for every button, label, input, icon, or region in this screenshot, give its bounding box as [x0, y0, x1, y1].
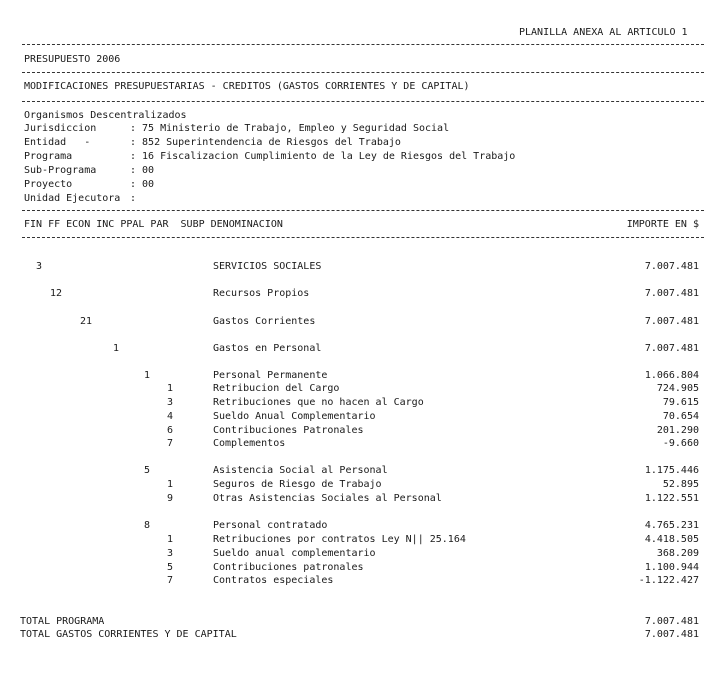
column-amount-header: IMPORTE EN $ — [626, 219, 699, 230]
row-name: Contratos especiales — [213, 575, 334, 586]
row-amount: 1.066.804 — [644, 370, 699, 381]
budget-title: PRESUPUESTO 2006 — [24, 54, 121, 65]
org-value-proyecto: : 00 — [130, 179, 155, 190]
divider — [22, 210, 704, 211]
divider — [22, 237, 704, 238]
row-name: SERVICIOS SOCIALES — [213, 261, 322, 272]
row-name: Asistencia Social al Personal — [213, 465, 388, 476]
row-code: 6 — [167, 425, 174, 436]
row-amount: 4.765.231 — [644, 520, 699, 531]
org-value-entidad: : 852 Superintendencia de Riesgos del Trabajo — [130, 137, 401, 148]
row-amount: 201.290 — [656, 425, 699, 436]
row-name: Seguros de Riesgo de Trabajo — [213, 479, 382, 490]
row-amount: -1.122.427 — [638, 575, 699, 586]
org-type: Organismos Descentralizados — [24, 110, 187, 121]
total-amount: 7.007.481 — [644, 616, 699, 627]
row-code: 1 — [167, 383, 174, 394]
row-code: 9 — [167, 493, 174, 504]
row-code: 7 — [167, 438, 174, 449]
org-label-subprograma: Sub-Programa — [24, 165, 97, 176]
org-label-unidad: Unidad Ejecutora — [24, 193, 121, 204]
row-amount: 1.122.551 — [644, 493, 699, 504]
row-name: Recursos Propios — [213, 288, 310, 299]
row-name: Contribuciones patronales — [213, 562, 364, 573]
row-name: Sueldo Anual Complementario — [213, 411, 376, 422]
row-name: Sueldo anual complementario — [213, 548, 376, 559]
row-amount: 368.209 — [656, 548, 699, 559]
section-title: MODIFICACIONES PRESUPUESTARIAS - CREDITOS (GASTOS CORRIENTES Y DE CAPITAL) — [24, 81, 470, 92]
org-value-unidad: : — [130, 193, 137, 204]
row-amount: 7.007.481 — [644, 343, 699, 354]
row-name: Personal Permanente — [213, 370, 328, 381]
row-amount: 70.654 — [662, 411, 699, 422]
annex-title: PLANILLA ANEXA AL ARTICULO 1 — [519, 27, 688, 38]
row-amount: -9.660 — [662, 438, 699, 449]
row-code: 3 — [36, 261, 43, 272]
row-code: 5 — [144, 465, 151, 476]
row-name: Personal contratado — [213, 520, 328, 531]
divider — [22, 44, 704, 45]
row-code: 7 — [167, 575, 174, 586]
org-label-entidad: Entidad - — [24, 137, 91, 148]
row-code: 1 — [167, 534, 174, 545]
row-code: 1 — [113, 343, 120, 354]
org-value-jurisdiccion: : 75 Ministerio de Trabajo, Empleo y Seguridad Social — [130, 123, 450, 134]
total-amount: 7.007.481 — [644, 629, 699, 640]
row-name: Complementos — [213, 438, 286, 449]
row-code: 5 — [167, 562, 174, 573]
row-name: Contribuciones Patronales — [213, 425, 364, 436]
row-code: 1 — [144, 370, 151, 381]
org-label-proyecto: Proyecto — [24, 179, 73, 190]
row-name: Gastos en Personal — [213, 343, 322, 354]
row-name: Retribucion del Cargo — [213, 383, 340, 394]
row-amount: 724.905 — [656, 383, 699, 394]
org-value-programa: : 16 Fiscalizacion Cumplimiento de la Ley de Riesgos del Trabajo — [130, 151, 516, 162]
row-amount: 7.007.481 — [644, 261, 699, 272]
row-name: Otras Asistencias Sociales al Personal — [213, 493, 442, 504]
org-label-jurisdiccion: Jurisdiccion — [24, 123, 97, 134]
row-code: 4 — [167, 411, 174, 422]
org-label-programa: Programa — [24, 151, 73, 162]
row-code: 3 — [167, 548, 174, 559]
divider — [22, 72, 704, 73]
row-name: Retribuciones que no hacen al Cargo — [213, 397, 424, 408]
row-amount: 1.175.446 — [644, 465, 699, 476]
row-code: 12 — [50, 288, 63, 299]
row-name: Retribuciones por contratos Ley N|| 25.164 — [213, 534, 466, 545]
row-code: 21 — [80, 316, 93, 327]
row-amount: 1.100.944 — [644, 562, 699, 573]
row-code: 1 — [167, 479, 174, 490]
row-code: 8 — [144, 520, 151, 531]
row-code: 3 — [167, 397, 174, 408]
row-amount: 7.007.481 — [644, 316, 699, 327]
row-name: Gastos Corrientes — [213, 316, 316, 327]
divider — [22, 101, 704, 102]
total-label: TOTAL GASTOS CORRIENTES Y DE CAPITAL — [20, 629, 237, 640]
row-amount: 79.615 — [662, 397, 699, 408]
column-codes-header: FIN FF ECON INC PPAL PAR SUBP DENOMINACION — [24, 219, 283, 230]
row-amount: 4.418.505 — [644, 534, 699, 545]
row-amount: 52.895 — [662, 479, 699, 490]
row-amount: 7.007.481 — [644, 288, 699, 299]
org-value-subprograma: : 00 — [130, 165, 155, 176]
total-label: TOTAL PROGRAMA — [20, 616, 105, 627]
